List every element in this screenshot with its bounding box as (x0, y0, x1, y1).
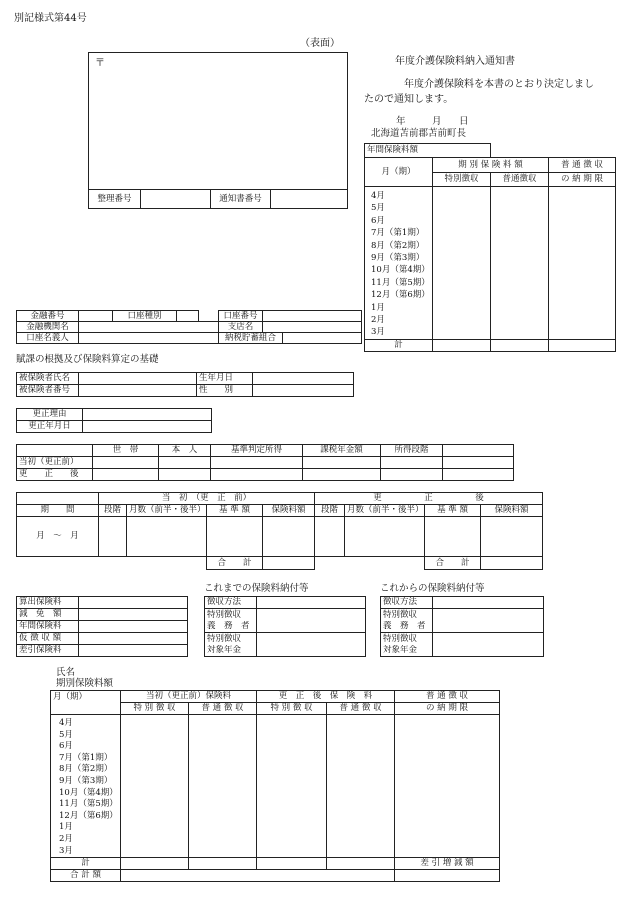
calc-total-2: 合 計 (425, 557, 481, 570)
bottom-futsu-header-2: の 納 期 限 (395, 703, 500, 715)
seiri-value (141, 190, 211, 209)
summary-table (16, 596, 188, 657)
nozei-label: 納税貯蓄組合 (219, 333, 283, 344)
correction-table (16, 408, 212, 433)
future-table (380, 596, 544, 657)
notice-title: 年度介護保険料納入通知書 (395, 56, 515, 67)
bottom-kibetsu-label: 期別保険料額 (56, 678, 114, 689)
period-range: 月 ～ 月 (17, 517, 99, 557)
nouki-header-2: の 納 期 限 (549, 173, 616, 187)
form-number: 別記様式第44号 (14, 13, 87, 24)
setai-header: 世 帯 (93, 445, 159, 457)
koza-no-label: 口座番号 (219, 311, 263, 322)
bottom-corrected-header: 更 正 後 保 険 料 (257, 691, 395, 703)
bank-table (16, 310, 362, 344)
annual-premium-table (364, 143, 616, 352)
past-tokucho-2: 特別徴収 (205, 633, 257, 645)
calc-table (16, 492, 543, 570)
sashihiki-label: 差引保険料 (17, 645, 79, 657)
address-box (88, 52, 348, 209)
month-list: 4月 5月 6月 7月（第1期） 8月（第2期） 9月（第3期） 10月（第4期） 11月（第5期） 12月（第6期） 1月 2月 3月 (365, 187, 433, 340)
past-gimusha: 義 務 者 (205, 621, 257, 633)
income-row-initial: 当初（更正前） (17, 457, 93, 469)
karichoshu-label: 仮 徴 収 額 (17, 633, 79, 645)
future-title: これからの保険料納付等 (380, 583, 485, 594)
shiten-label: 支店名 (219, 322, 263, 333)
kijun-header-2: 基 準 額 (425, 505, 481, 517)
kinyu-no-label: 金融番号 (17, 311, 79, 322)
koza-shubetsu-label: 口座種別 (113, 311, 177, 322)
bottom-name-label: 氏名 (56, 667, 76, 678)
bottom-futsu-1: 普 通 徴 収 (189, 703, 257, 715)
insured-no-label: 被保険者番号 (17, 385, 79, 397)
face-label: （表面） (300, 38, 340, 49)
income-row-corrected: 更 正 後 (17, 469, 93, 481)
basis-title: 賦課の根拠及び保険料算定の基礎 (16, 354, 159, 365)
dankai-header-2: 段階 (315, 505, 345, 517)
tokubetsu-header: 特別徴収 (433, 173, 491, 187)
notice-body-1: 年度介護保険料を本書のとおり決定しまし (404, 79, 594, 90)
notice-body-2: たので通知します。 (364, 94, 454, 105)
hokenryo-header-2: 保険料額 (481, 505, 543, 517)
futsu-header: 普通徴収 (491, 173, 549, 187)
tsuchisho-label: 通知書番号 (211, 190, 271, 209)
annual-total: 計 (365, 339, 433, 351)
date-year: 年 (396, 116, 406, 127)
future-nenkin: 対象年金 (381, 645, 433, 657)
past-nenkin: 対象年金 (205, 645, 257, 657)
tsukisu-header-1: 月数（前半・後半） (127, 505, 207, 517)
bottom-futsu-header-1: 普 通 徴 収 (395, 691, 500, 703)
kikan-header: 期 間 (17, 505, 99, 517)
tsukisu-header-2: 月数（前半・後半） (345, 505, 425, 517)
seiri-label: 整理番号 (89, 190, 141, 209)
bottom-month-header: 月（期） (51, 691, 121, 715)
correction-date-label: 更正年月日 (17, 421, 83, 433)
bottom-futsu-2: 普 通 徴 収 (327, 703, 395, 715)
number-row (88, 189, 348, 209)
bottom-premium-table (50, 690, 500, 882)
dankai-header-1: 段階 (99, 505, 127, 517)
birth-label: 生年月日 (197, 373, 253, 385)
future-tokucho-2: 特別徴収 (381, 633, 433, 645)
bottom-month-list: 4月 5月 6月 7月（第1期） 8月（第2期） 9月（第3期） 10月（第4期） 11月（第5期） 12月（第6期） 1月 2月 3月 (51, 715, 121, 858)
postal-mark: 〒 (95, 58, 105, 69)
bottom-tokubetsu-2: 特 別 徴 収 (257, 703, 327, 715)
shotoku-dankai-header: 所得段階 (381, 445, 443, 457)
tsuchisho-value (271, 190, 348, 209)
past-tokucho-1: 特別徴収 (205, 609, 257, 621)
genmen-label: 減 免 額 (17, 609, 79, 621)
bottom-tokubetsu-1: 特 別 徴 収 (121, 703, 189, 715)
kijun-header-1: 基 準 額 (207, 505, 263, 517)
insured-name-label: 被保険者氏名 (17, 373, 79, 385)
issuer: 北海道苫前郡苫前町長 (371, 128, 467, 139)
past-method: 徴収方法 (205, 597, 257, 609)
bottom-initial-header: 当初（更正前）保険料 (121, 691, 257, 703)
nouki-header-1: 普 通 徴 収 (549, 158, 616, 173)
date-month: 月 (432, 116, 442, 127)
insured-table (16, 372, 354, 397)
meigi-label: 口座名義人 (17, 333, 79, 344)
income-table (16, 444, 514, 481)
annual-label: 年間保険料額 (365, 144, 491, 158)
hokenryo-header-1: 保険料額 (263, 505, 315, 517)
calc-initial-header: 当 初 （更 正 前） (99, 493, 315, 505)
nenkan-label: 年間保険料 (17, 621, 79, 633)
correction-reason-label: 更正理由 (17, 409, 83, 421)
future-tokucho-1: 特別徴収 (381, 609, 433, 621)
futsu-column (491, 187, 549, 340)
calc-corrected-header: 更 正 後 (315, 493, 543, 505)
kazei-nenkin-header: 課税年金額 (303, 445, 381, 457)
sex-label: 性 別 (197, 385, 253, 397)
nouki-column (549, 187, 616, 340)
future-gimusha: 義 務 者 (381, 621, 433, 633)
future-method: 徴収方法 (381, 597, 433, 609)
kikan-label: 金融機関名 (17, 322, 79, 333)
kijun-shotoku-header: 基準判定所得 (211, 445, 303, 457)
tokubetsu-column (433, 187, 491, 340)
calc-total-1: 合 計 (207, 557, 263, 570)
bottom-grand-total: 合 計 額 (51, 870, 121, 882)
date-day: 日 (459, 116, 469, 127)
past-title: これまでの保険料納付等 (204, 583, 309, 594)
kibetsu-header: 期 別 保 険 料 額 (433, 158, 549, 173)
honnin-header: 本 人 (159, 445, 211, 457)
month-col-header: 月（期） (365, 158, 433, 187)
past-table (204, 596, 366, 657)
santei-label: 算出保険料 (17, 597, 79, 609)
bottom-sashihiki: 差 引 増 減 額 (395, 858, 500, 870)
bottom-total: 計 (51, 858, 121, 870)
